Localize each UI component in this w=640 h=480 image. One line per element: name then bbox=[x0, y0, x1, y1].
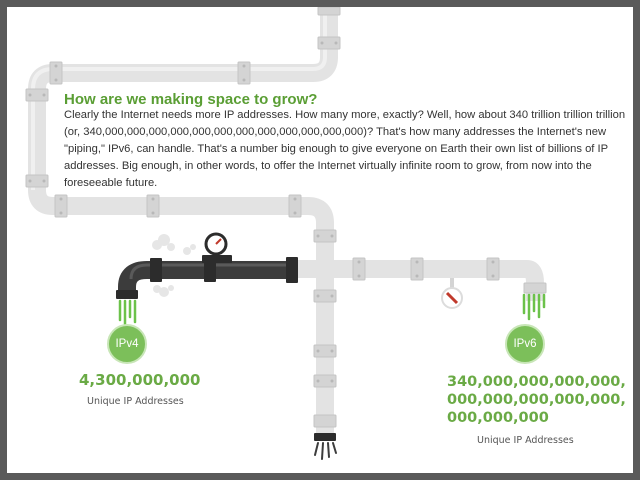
ipv4-badge: IPv4 bbox=[107, 324, 147, 364]
ipv4-dark-pipe bbox=[116, 255, 298, 299]
ipv6-count bbox=[447, 373, 626, 427]
valve-icon bbox=[442, 278, 462, 308]
ipv4-water-drip-icon bbox=[120, 301, 135, 324]
ipv6-count-line-2: 000,000,000,000,000, bbox=[447, 392, 626, 408]
ipv6-count-line-3: 000,000,000 bbox=[447, 410, 549, 426]
dark-drip-icon bbox=[314, 433, 336, 459]
ipv4-count: 4,300,000,000 bbox=[79, 371, 201, 389]
ipv6-label: Unique IP Addresses bbox=[477, 435, 574, 446]
body-paragraph: Clearly the Internet needs more IP addresses. How many more, exactly? Well, how about 340 trillion trillion trillion (or, 340,000,000,000,000,000,000,000,000,000,000,000,000)? That's how many addresses the Internet's new "piping," IPv6, can handle. That's a number big enough to give everyone on Earth their own list of billions of IP addresses. Big enough, in other words, to offer the Internet virtually infinite room to grow, from now into the foreseeable future. bbox=[64, 109, 626, 189]
ipv4-label: Unique IP Addresses bbox=[87, 396, 184, 407]
headline: How are we making space to grow? bbox=[64, 91, 318, 108]
ipv6-badge: IPv6 bbox=[505, 324, 545, 364]
infographic-frame bbox=[7, 7, 633, 473]
ipv6-count-line-1: 340,000,000,000,000, bbox=[447, 374, 626, 390]
